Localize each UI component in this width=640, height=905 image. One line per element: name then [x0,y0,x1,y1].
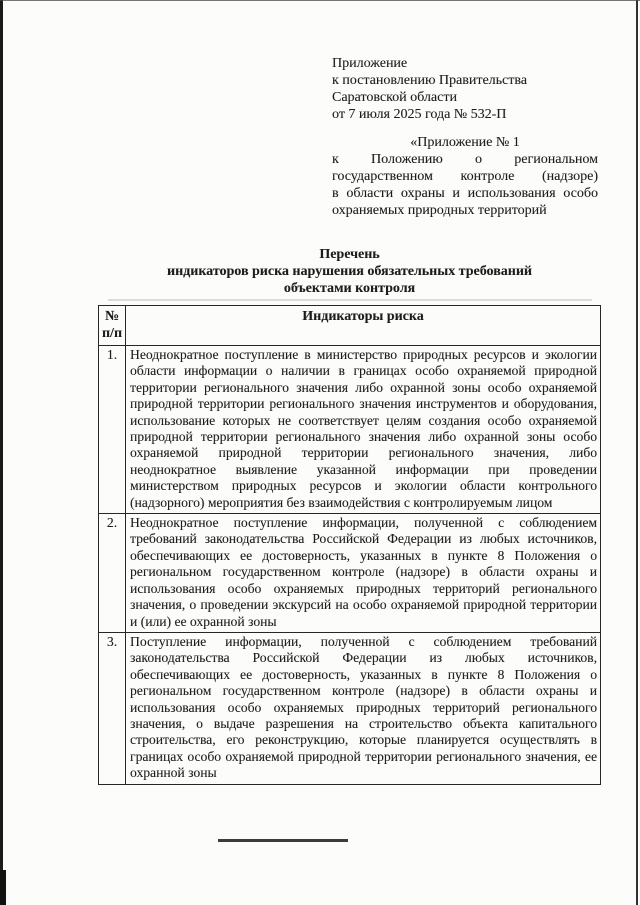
document-title-line: индикаторов риска нарушения обязательных требований [167,264,532,279]
appendix-subreference-line: к Положению о региональном [332,152,598,167]
scan-artifact-dash [218,839,348,842]
row-number: 3. [99,632,126,784]
document-title-line: объектами контроля [283,281,416,296]
row-number: 2. [99,514,126,633]
scan-ghost-line [108,299,592,301]
appendix-subreference-line: в области охраны и использования особо [332,186,598,201]
appendix-reference-line: от 7 июля 2025 года № 532-П [332,107,507,122]
table-header-num-top: № [104,309,120,324]
appendix-subreference-line: государственном контроле (надзоре) [332,169,598,184]
appendix-reference-line: Приложение [332,56,408,71]
table-row [99,514,601,633]
appendix-subreference-line: охраняемых природных территорий [332,203,547,218]
scan-edge-left [0,0,3,905]
table-header-indicators: Индикаторы риска [126,306,601,346]
table-row [99,346,601,514]
table-header-row [99,306,601,346]
appendix-subreference-block [332,134,598,219]
table-header-num-bottom: п/п [101,326,123,341]
row-number: 1. [99,346,126,514]
document-title-line: Перечень [319,247,380,262]
scan-edge-left-blob [0,870,6,905]
row-indicator-text: Неоднократное поступление информации, полученной с соблюдением требований законодательства Российской Федерации из любых источников, обеспечивающих ее достоверность, указанных в пункте 8 Положения о региональном государственном контроле (надзоре) в области охраны и использования особо охраняемых природных территорий регионального значения, о проведении экскурсий на особо охраняемой природной территории и (или) ее охранной зоны [126,514,601,633]
risk-indicators-table [98,305,601,785]
document-title [98,246,601,297]
appendix-reference-line: к постановлению Правительства [332,73,528,88]
table-header-num [99,306,126,346]
scan-edge-top [0,0,640,1]
appendix-reference-block [332,55,598,219]
scan-edge-right [636,0,638,905]
row-indicator-text: Поступление информации, полученной с соблюдением требований законодательства Российской Федерации из любых источников, обеспечивающих ее достоверность, указанных в пункте 8 Положения о региональном государственном контроле (надзоре) в области охраны и использования особо охраняемых природных территорий регионального значения, о выдаче разрешения на строительство объекта капитального строительства, его реконструкцию, которые планируется осуществлять в границах особо охраняемой природной территории регионального значения, ее охранной зоны [126,632,601,784]
appendix-subreference-heading: «Приложение № 1 [410,135,520,150]
appendix-reference-line: Саратовской области [332,90,457,105]
row-indicator-text: Неоднократное поступление в министерство природных ресурсов и экологии области информации о наличии в границах особо охраняемой природной территории регионального значения либо охранной зоны особо охраняемой природной территории регионального значения инструментов и оборудования, использование которых не соответствует целям создания особо охраняемой природной территории регионального значения либо охранной зоны особо охраняемой природной территории регионального значения, либо неоднократное выявление указанной информации при проведении министерством природных ресурсов и экологии области контрольного (надзорного) мероприятия без взаимодействия с контролируемым лицом [126,346,601,514]
table-row [99,632,601,784]
